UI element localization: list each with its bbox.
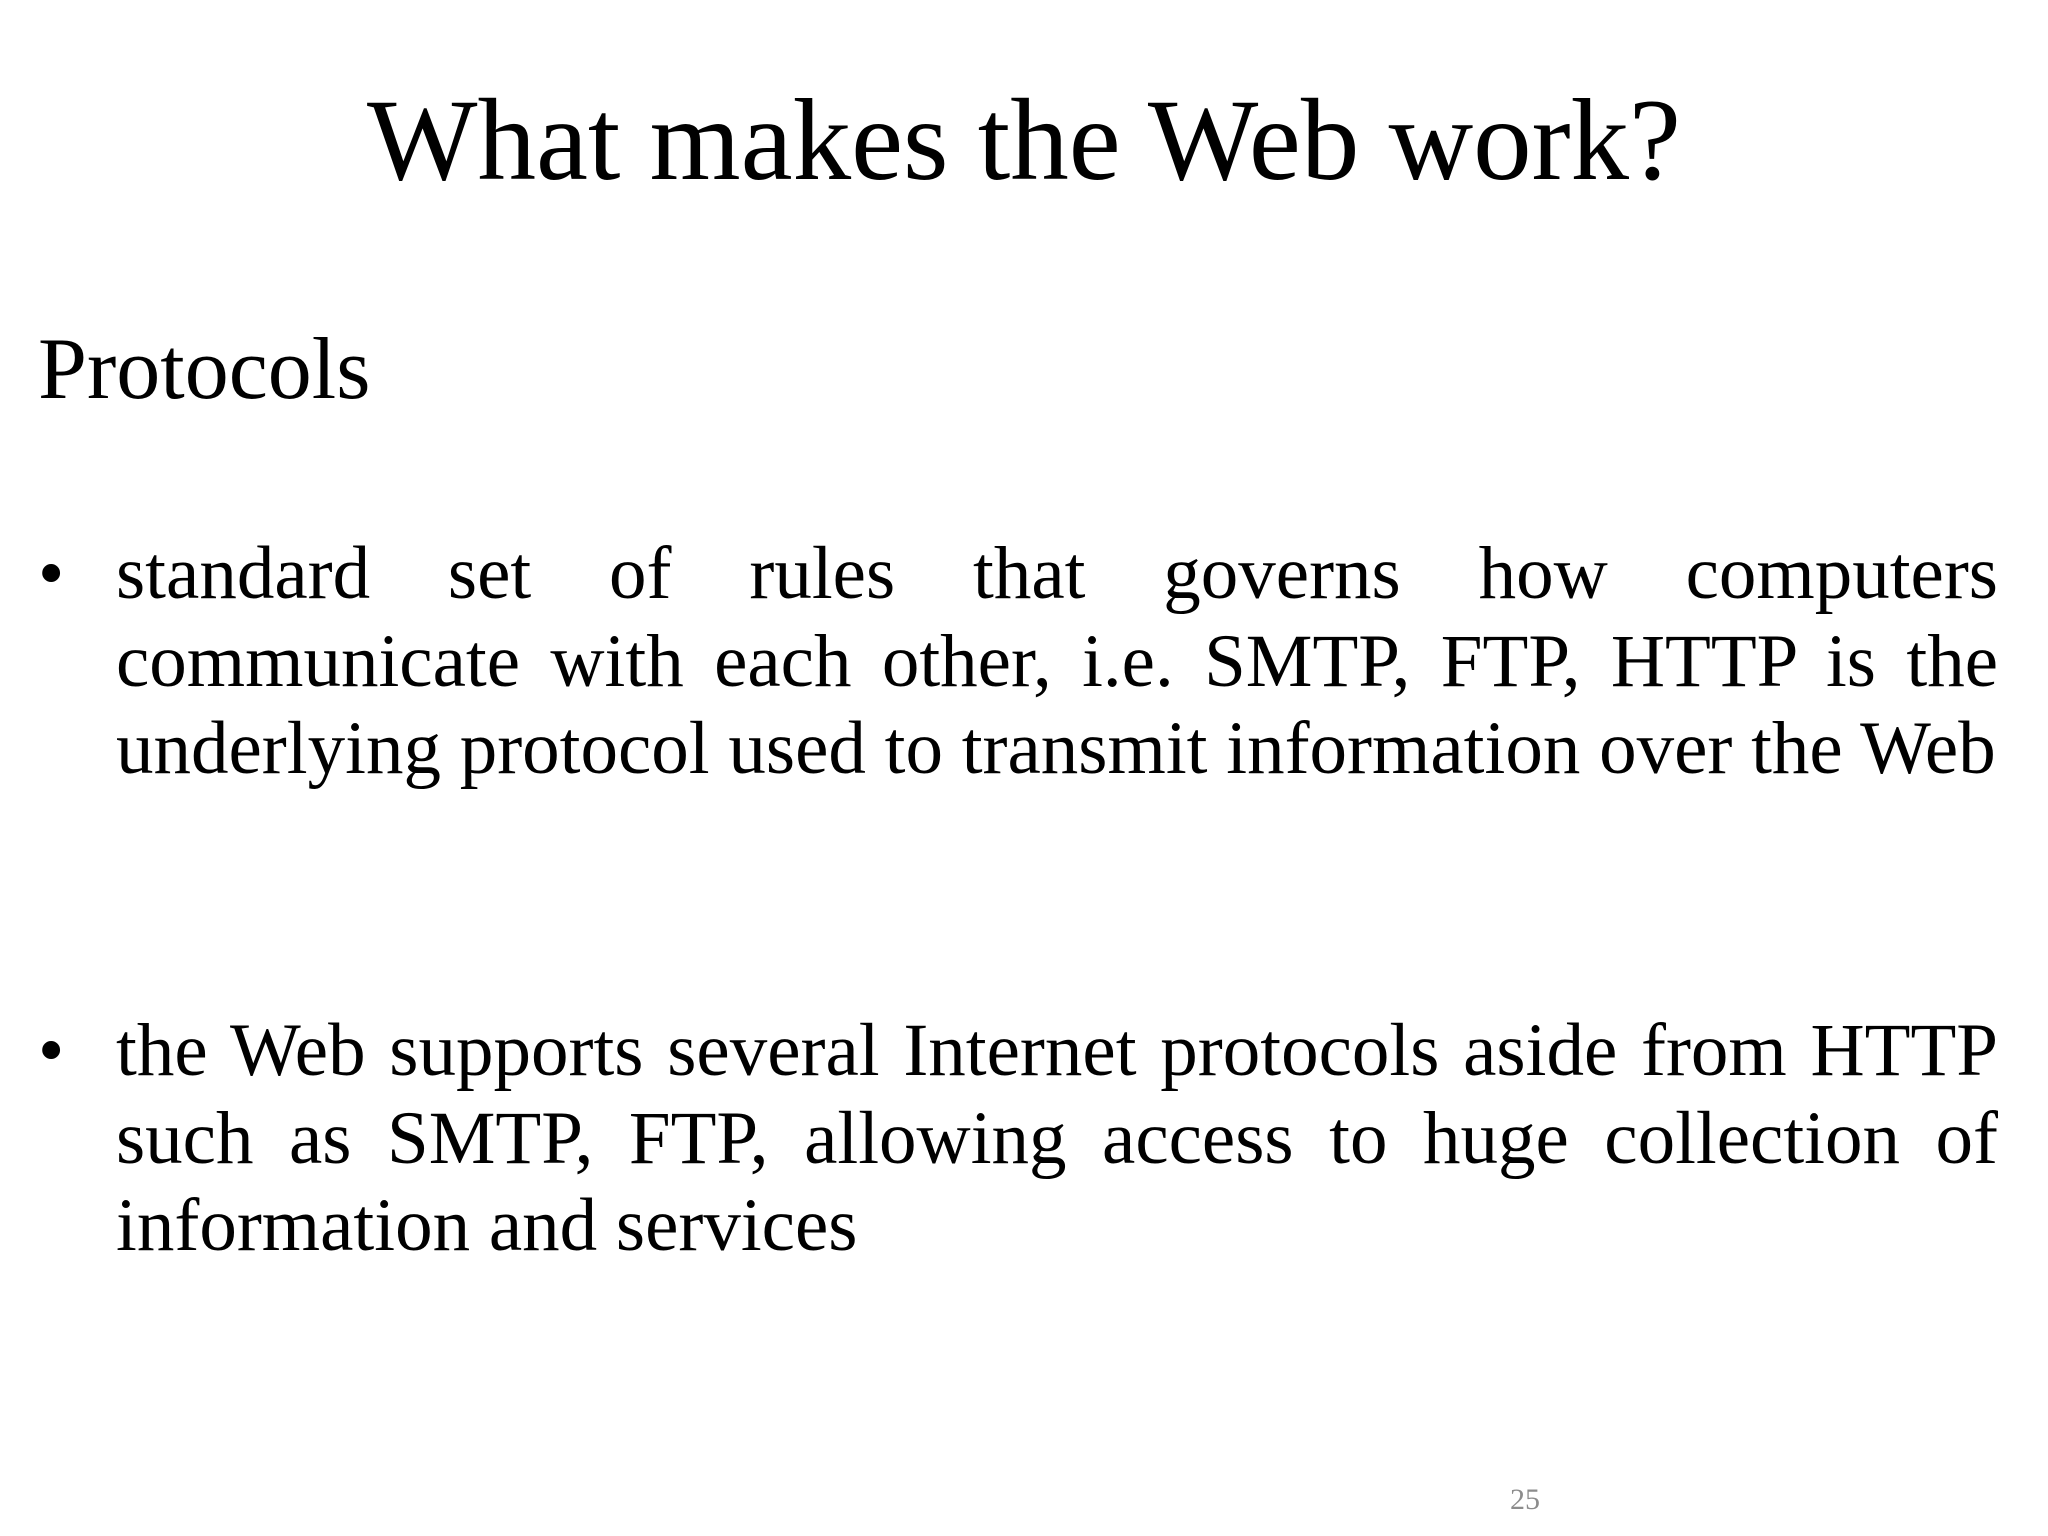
slide-subheading: Protocols bbox=[38, 321, 371, 418]
bullet-text: standard set of rules that governs how computers communicate with each other, i.e. SMTP, FTP, HTTP is the underlying protocol used to transmit information over the Web bbox=[116, 532, 1998, 790]
page-number: 25 bbox=[1510, 1483, 1540, 1516]
bullet-text: the Web supports several Internet protocols aside from HTTP such as SMTP, FTP, allowing access to huge collection of information and services bbox=[116, 1009, 1998, 1267]
bullet-marker: • bbox=[38, 532, 65, 615]
slide-title: What makes the Web work? bbox=[367, 76, 1681, 205]
bullet-marker: • bbox=[38, 1009, 65, 1092]
